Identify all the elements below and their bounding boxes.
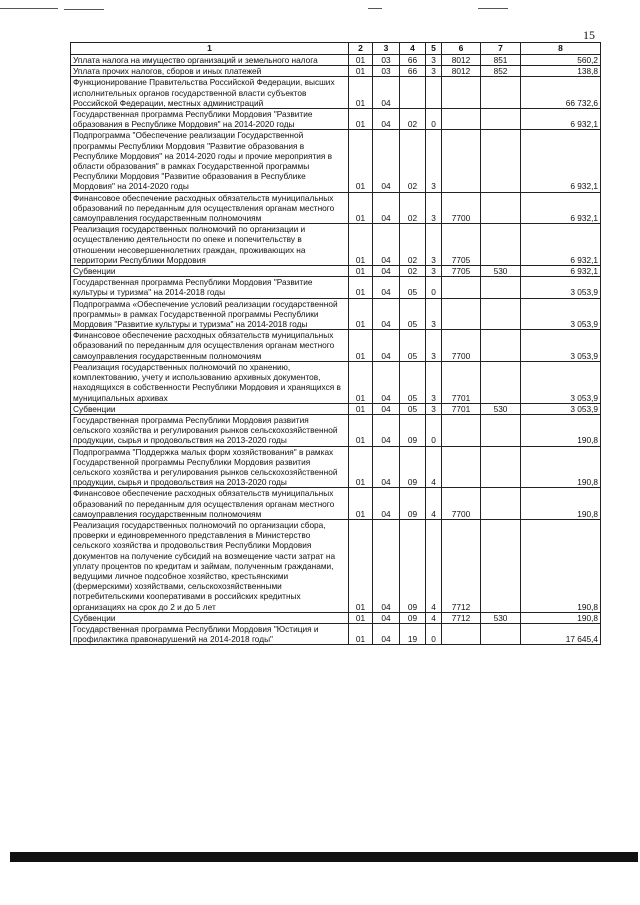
subprogram-code: 0: [426, 414, 442, 446]
row-name: Уплата прочих налогов, сборов и иных платежей: [71, 66, 349, 77]
table-row: [71, 77, 601, 109]
subsection-code: 04: [373, 266, 400, 277]
program-code: 02: [400, 192, 426, 224]
program-code: 66: [400, 66, 426, 77]
column-header: 6: [442, 43, 481, 55]
table-row: [71, 298, 601, 330]
expense-type-code: [481, 488, 521, 520]
direction-code: 8012: [442, 55, 481, 66]
subsection-code: 04: [373, 77, 400, 109]
direction-code: [442, 298, 481, 330]
row-name: Субвенции: [71, 266, 349, 277]
expense-type-code: [481, 130, 521, 192]
expense-type-code: [481, 192, 521, 224]
program-code: 05: [400, 277, 426, 298]
program-code: 02: [400, 266, 426, 277]
subsection-code: 04: [373, 403, 400, 414]
table-row: [71, 192, 601, 224]
direction-code: 8012: [442, 66, 481, 77]
row-name: Реализация государственных полномочий по организации и осуществлению деятельности по опеке и попечительству в отношении несовершеннолетних граждан, проживающих на территории Республики Мордовия: [71, 224, 349, 266]
row-name: Подпрограмма «Обеспечение условий реализации государственной программы» в рамках Государственной программы Республики Мордовия "Развитие культуры и туризма" на 2014-2018 годы: [71, 298, 349, 330]
direction-code: [442, 130, 481, 192]
expense-type-code: [481, 519, 521, 612]
table-body: [71, 55, 601, 645]
subsection-code: 04: [373, 224, 400, 266]
column-header: 7: [481, 43, 521, 55]
subprogram-code: 3: [426, 298, 442, 330]
expense-type-code: [481, 361, 521, 403]
direction-code: 7700: [442, 488, 481, 520]
subsection-code: 04: [373, 623, 400, 644]
row-name: Субвенции: [71, 403, 349, 414]
subsection-code: 04: [373, 446, 400, 488]
row-sum: 190,8: [521, 414, 601, 446]
subsection-code: 04: [373, 192, 400, 224]
row-sum: 6 932,1: [521, 130, 601, 192]
subprogram-code: 3: [426, 130, 442, 192]
section-code: 01: [349, 77, 373, 109]
subsection-code: 04: [373, 361, 400, 403]
row-sum: 560,2: [521, 55, 601, 66]
expense-type-code: [481, 414, 521, 446]
table-row: [71, 224, 601, 266]
section-code: 01: [349, 66, 373, 77]
expense-type-code: [481, 77, 521, 109]
scan-border-bottom: [10, 852, 638, 862]
subsection-code: 04: [373, 109, 400, 130]
row-sum: 3 053,9: [521, 330, 601, 362]
expense-type-code: 530: [481, 403, 521, 414]
subprogram-code: 0: [426, 277, 442, 298]
subprogram-code: 3: [426, 192, 442, 224]
subsection-code: 03: [373, 55, 400, 66]
row-name: Реализация государственных полномочий по организации сбора, проверки и единовременного представления в Министерство сельского хозяйства и продовольствия Республики Мордовия документов на получение субсидий на возмещение части затрат на уплату процентов по кредитам и займам, полученным гражданами, ведущими личное подсобное хозяйство, крестьянскими (фермерскими) хозяйствами, сельскохозяйственными потребительскими кооперативами в российских кредитных организациях на срок до 2 и до 5 лет: [71, 519, 349, 612]
expense-type-code: [481, 224, 521, 266]
section-code: 01: [349, 623, 373, 644]
program-code: 05: [400, 403, 426, 414]
row-name: Государственная программа Республики Мордовия "Юстиция и профилактика правонарушений на 2014-2018 годы": [71, 623, 349, 644]
row-name: Финансовое обеспечение расходных обязательств муниципальных образований по переданным для осуществления органам местного самоуправления государственным полномочиям: [71, 488, 349, 520]
table-row: [71, 623, 601, 644]
table-row: [71, 330, 601, 362]
subprogram-code: 4: [426, 446, 442, 488]
row-name: Функционирование Правительства Российской Федерации, высших исполнительных органов государственной власти субъектов Российской Федерации, местных администраций: [71, 77, 349, 109]
subprogram-code: 3: [426, 403, 442, 414]
subprogram-code: 4: [426, 519, 442, 612]
page-number: 15: [583, 28, 595, 42]
subprogram-code: 3: [426, 330, 442, 362]
expense-type-code: [481, 623, 521, 644]
direction-code: 7700: [442, 192, 481, 224]
table-row: [71, 266, 601, 277]
row-name: Государственная программа Республики Мордовия развития сельского хозяйства и регулирования рынков сельскохозяйственной продукции, сырья и продовольствия на 2013-2020 годы: [71, 414, 349, 446]
subsection-code: 04: [373, 488, 400, 520]
direction-code: 7700: [442, 330, 481, 362]
direction-code: [442, 109, 481, 130]
subprogram-code: 3: [426, 224, 442, 266]
row-sum: 190,8: [521, 519, 601, 612]
direction-code: [442, 77, 481, 109]
direction-code: 7705: [442, 266, 481, 277]
expense-type-code: [481, 109, 521, 130]
subprogram-code: 3: [426, 66, 442, 77]
row-sum: 6 932,1: [521, 109, 601, 130]
subprogram-code: 4: [426, 612, 442, 623]
subsection-code: 04: [373, 277, 400, 298]
program-code: 09: [400, 488, 426, 520]
program-code: 02: [400, 109, 426, 130]
expense-type-code: 852: [481, 66, 521, 77]
section-code: 01: [349, 109, 373, 130]
column-header: 1: [71, 43, 349, 55]
subprogram-code: 0: [426, 109, 442, 130]
subsection-code: 04: [373, 298, 400, 330]
row-sum: 6 932,1: [521, 224, 601, 266]
program-code: 02: [400, 130, 426, 192]
section-code: 01: [349, 488, 373, 520]
expense-type-code: 530: [481, 612, 521, 623]
direction-code: [442, 623, 481, 644]
section-code: 01: [349, 224, 373, 266]
row-sum: 190,8: [521, 488, 601, 520]
row-name: Государственная программа Республики Мордовия "Развитие культуры и туризма" на 2014-2018 годы: [71, 277, 349, 298]
table-row: [71, 130, 601, 192]
section-code: 01: [349, 130, 373, 192]
subsection-code: 04: [373, 612, 400, 623]
table-row: [71, 403, 601, 414]
direction-code: [442, 446, 481, 488]
direction-code: [442, 277, 481, 298]
table-row: [71, 446, 601, 488]
subprogram-code: [426, 77, 442, 109]
program-code: 09: [400, 414, 426, 446]
expense-type-code: [481, 298, 521, 330]
row-sum: 66 732,6: [521, 77, 601, 109]
table-row: [71, 612, 601, 623]
section-code: 01: [349, 446, 373, 488]
row-sum: 17 645,4: [521, 623, 601, 644]
expense-type-code: 530: [481, 266, 521, 277]
row-sum: 6 932,1: [521, 266, 601, 277]
column-header: 8: [521, 43, 601, 55]
table-row: [71, 361, 601, 403]
row-name: Подпрограмма "Поддержка малых форм хозяйствования" в рамках Государственной программы Республики Мордовия развития сельского хозяйства и регулирования рынков сельскохозяйственной продукции, сырья и продовольствия на 2013-2020 годы: [71, 446, 349, 488]
row-name: Субвенции: [71, 612, 349, 623]
expense-type-code: [481, 277, 521, 298]
subsection-code: 04: [373, 130, 400, 192]
subprogram-code: 3: [426, 266, 442, 277]
row-sum: 190,8: [521, 446, 601, 488]
program-code: 19: [400, 623, 426, 644]
program-code: 05: [400, 361, 426, 403]
direction-code: 7701: [442, 403, 481, 414]
subprogram-code: 0: [426, 623, 442, 644]
subsection-code: 04: [373, 519, 400, 612]
program-code: 05: [400, 298, 426, 330]
direction-code: 7705: [442, 224, 481, 266]
program-code: 09: [400, 519, 426, 612]
subprogram-code: 3: [426, 361, 442, 403]
section-code: 01: [349, 298, 373, 330]
row-sum: 3 053,9: [521, 277, 601, 298]
section-code: 01: [349, 277, 373, 298]
column-header: 4: [400, 43, 426, 55]
row-name: Реализация государственных полномочий по хранению, комплектованию, учету и использованию архивных документов, находящихся в собственности Республики Мордовия и хранящихся в муниципальных архивах: [71, 361, 349, 403]
program-code: [400, 77, 426, 109]
expense-type-code: 851: [481, 55, 521, 66]
scan-artifact-top: [0, 8, 640, 10]
column-header: 2: [349, 43, 373, 55]
row-name: Финансовое обеспечение расходных обязательств муниципальных образований по переданным для осуществления органам местного самоуправления государственным полномочиям: [71, 330, 349, 362]
subsection-code: 03: [373, 66, 400, 77]
section-code: 01: [349, 403, 373, 414]
direction-code: 7701: [442, 361, 481, 403]
program-code: 05: [400, 330, 426, 362]
direction-code: 7712: [442, 519, 481, 612]
row-name: Подпрограмма "Обеспечение реализации Государственной программы Республики Мордовия "Развитие образования в Республике Мордовия" на 2014-2020 годы и прочие мероприятия в области образования" в рамках Государственной программы Республики Мордовия "Развитие образования в Республике Мордовия" на 2014-2020 годы: [71, 130, 349, 192]
section-code: 01: [349, 266, 373, 277]
row-sum: 3 053,9: [521, 403, 601, 414]
row-sum: 138,8: [521, 66, 601, 77]
program-code: 02: [400, 224, 426, 266]
table-row: [71, 414, 601, 446]
row-name: Финансовое обеспечение расходных обязательств муниципальных образований по переданным для осуществления органам местного самоуправления государственным полномочиям: [71, 192, 349, 224]
section-code: 01: [349, 55, 373, 66]
row-sum: 190,8: [521, 612, 601, 623]
expense-type-code: [481, 446, 521, 488]
row-name: Государственная программа Республики Мордовия "Развитие образования в Республике Мордовия" на 2014-2020 годы: [71, 109, 349, 130]
subsection-code: 04: [373, 330, 400, 362]
table-row: [71, 519, 601, 612]
table-row: [71, 55, 601, 66]
direction-code: [442, 414, 481, 446]
section-code: 01: [349, 519, 373, 612]
table-row: [71, 277, 601, 298]
header-row: [71, 43, 601, 55]
expense-type-code: [481, 330, 521, 362]
section-code: 01: [349, 192, 373, 224]
table-row: [71, 66, 601, 77]
row-name: Уплата налога на имущество организаций и земельного налога: [71, 55, 349, 66]
row-sum: 3 053,9: [521, 361, 601, 403]
column-header: 3: [373, 43, 400, 55]
program-code: 09: [400, 612, 426, 623]
column-header: 5: [426, 43, 442, 55]
section-code: 01: [349, 612, 373, 623]
direction-code: 7712: [442, 612, 481, 623]
subprogram-code: 4: [426, 488, 442, 520]
budget-table: [70, 42, 601, 645]
section-code: 01: [349, 361, 373, 403]
program-code: 66: [400, 55, 426, 66]
table-row: [71, 109, 601, 130]
program-code: 09: [400, 446, 426, 488]
row-sum: 3 053,9: [521, 298, 601, 330]
section-code: 01: [349, 330, 373, 362]
subprogram-code: 3: [426, 55, 442, 66]
row-sum: 6 932,1: [521, 192, 601, 224]
table-row: [71, 488, 601, 520]
section-code: 01: [349, 414, 373, 446]
subsection-code: 04: [373, 414, 400, 446]
